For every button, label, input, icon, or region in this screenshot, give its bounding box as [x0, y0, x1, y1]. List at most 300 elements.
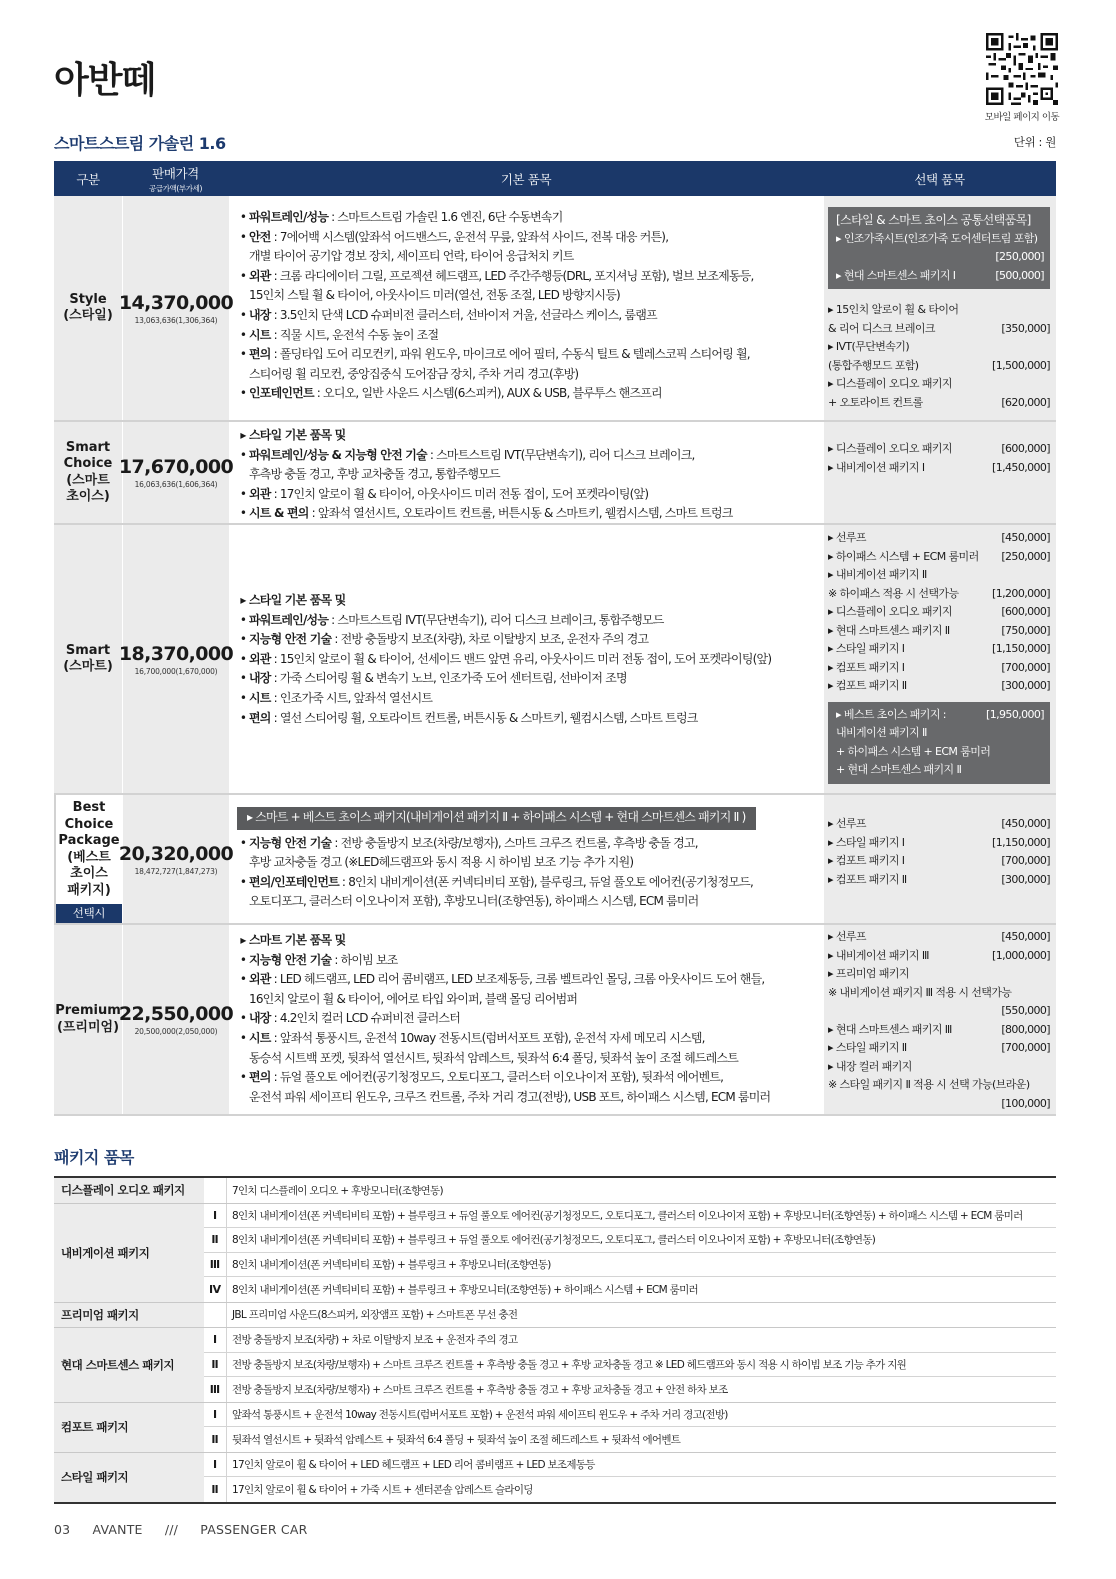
package-row — [204, 1427, 1056, 1452]
basic-item-desc: : 17인치 알로이 휠 & 타이어, 아웃사이드 미러 전동 접이, 도어 포켓라이팅(앞) — [270, 486, 649, 501]
package-description: 뒷좌석 열선시트 + 뒷좌석 암레스트 + 뒷좌석 6:4 폴딩 + 뒷좌석 높이 조절 헤드레스트 + 뒷좌석 에어벤트 — [226, 1427, 1056, 1452]
basic-item-text — [249, 951, 398, 971]
basic-item-text — [249, 591, 345, 611]
basic-item-label: 시트 — [249, 690, 271, 705]
basic-item-label: 스타일 기본 품목 및 — [249, 428, 346, 442]
basic-item — [237, 834, 823, 854]
trim-name-line: 초이스 — [70, 866, 108, 881]
basic-item-desc: : 7에어백 시스템(앞좌석 어드밴스드, 운전석 무릎, 앞좌석 사이드, 전복 대응 커튼), — [270, 229, 669, 244]
trim-price-cell — [118, 925, 234, 1114]
basic-item-label: 편의/인포테인먼트 — [249, 874, 339, 889]
basic-item-label: 내장 — [249, 1011, 271, 1026]
basic-item-text — [249, 485, 648, 505]
option-item[interactable] — [828, 677, 1050, 696]
basic-item-text — [249, 630, 648, 650]
bullet-icon: • — [239, 268, 247, 283]
basic-item-label: 스타일 기본 품목 및 — [249, 593, 346, 607]
basic-item — [237, 485, 823, 505]
option-items — [823, 196, 1056, 420]
option-item[interactable] — [828, 1021, 1050, 1040]
package-description: 17인치 알로이 휠 & 타이어 + LED 헤드램프 + LED 리어 콤비램프 + LED 보조제동등 — [226, 1453, 1056, 1477]
qr-caption: 모바일 페이지 이동 — [984, 112, 1060, 123]
basic-item-label: 시트 & 편의 — [249, 506, 309, 521]
option-name: ▸ 컴포트 패키지 Ⅱ — [828, 872, 907, 886]
package-group — [54, 1303, 1056, 1329]
basic-item-text — [249, 931, 345, 951]
option-price: [600,000] — [1001, 605, 1050, 618]
package-name: 프리미엄 패키지 — [54, 1303, 204, 1328]
basic-item-text — [249, 1068, 723, 1088]
package-row — [204, 1328, 1056, 1353]
option-price: [450,000] — [1001, 531, 1050, 544]
package-group — [54, 1204, 1056, 1303]
option-price: [1,150,000] — [992, 835, 1050, 849]
package-description: 8인치 내비게이션(폰 커넥티비티 포함) + 블루링크 + 듀얼 풀오토 에어컨(공기청정모드, 오토디포그, 클러스터 이오나이저 포함) + 후방모니터(조향연동) + 하이패스 시스템 + ECM 룸미러 — [226, 1204, 1056, 1228]
trim-row — [54, 795, 1056, 925]
bullet-icon: • — [239, 874, 247, 889]
header-price: 판매가격 공급가액(부가세) — [149, 165, 202, 193]
option-name: ▸ 컴포트 패키지 Ⅰ — [828, 854, 905, 867]
basic-item-continuation: 동승석 시트백 포켓, 뒷좌석 열선시트, 뒷좌석 암레스트, 뒷좌석 6:4 폴딩, 뒷좌석 높이 조절 헤드레스트 — [249, 1050, 739, 1065]
bullet-icon: • — [239, 307, 247, 322]
option-item[interactable] — [836, 761, 1044, 780]
footer — [54, 1522, 307, 1537]
option-item[interactable] — [828, 357, 1050, 376]
bullet-icon: ▸ — [240, 933, 246, 947]
package-rows — [204, 1204, 1056, 1302]
package-group — [54, 1453, 1056, 1502]
bullet-icon: • — [239, 651, 247, 666]
basic-item-text — [249, 1009, 460, 1029]
basic-item-desc: : 전방 충돌방지 보조(차량), 차로 이탈방지 보조, 운전자 주의 경고 — [331, 632, 649, 647]
basic-item-label: 인포테인먼트 — [249, 386, 314, 401]
basic-item-desc: : 8인치 내비게이션(폰 커넥티비티 포함), 블루링크, 듀얼 풀오토 에어컨(공기청정모드, — [338, 874, 753, 889]
package-row — [204, 1353, 1056, 1378]
option-name: ▸ 현대 스마트센스 패키지 Ⅰ — [836, 268, 956, 282]
basic-item-label: 외관 — [249, 651, 271, 666]
package-row — [204, 1178, 1056, 1203]
basic-item-desc: : 앞좌석 열선시트, 오토라이트 컨트롤, 버튼시동 & 스마트키, 웰컴시스템, 스마트 트렁크 — [308, 506, 733, 521]
bullet-icon: • — [239, 612, 247, 627]
package-rows — [204, 1453, 1056, 1502]
option-item[interactable] — [828, 440, 1050, 459]
package-row — [204, 1377, 1056, 1402]
option-item[interactable] — [828, 338, 1050, 357]
bullet-icon: • — [239, 671, 247, 686]
basic-item-desc: : 스마트스트림 IVT(무단변속기), 리어 디스크 브레이크, 통합주행모드 — [328, 612, 664, 627]
package-level: Ⅱ — [211, 1432, 219, 1446]
trim-name-line: (스타일) — [63, 308, 113, 323]
option-name: + 현대 스마트센스 패키지 Ⅱ — [836, 763, 962, 776]
option-name: ▸ 내비게이션 패키지 Ⅰ — [828, 460, 925, 474]
bullet-icon: • — [239, 632, 247, 647]
package-description: 7인치 디스플레이 오디오 + 후방모니터(조향연동) — [226, 1178, 1056, 1203]
option-price: [750,000] — [1001, 623, 1050, 637]
option-item[interactable] — [828, 1039, 1050, 1058]
option-price: [1,500,000] — [992, 358, 1050, 372]
option-item[interactable] — [828, 320, 1050, 339]
option-item[interactable] — [828, 529, 1050, 548]
option-item[interactable] — [836, 706, 1044, 725]
bullet-icon: • — [239, 229, 247, 244]
package-row — [204, 1204, 1056, 1229]
package-name: 내비게이션 패키지 — [54, 1204, 204, 1302]
bullet-icon: • — [239, 1030, 247, 1045]
basic-item-desc: : 4.2인치 컬러 LCD 슈퍼비전 클러스터 — [270, 1011, 461, 1026]
package-group — [54, 1403, 1056, 1453]
basic-item — [237, 970, 823, 990]
basic-item-desc: : 크롬 라디에이터 그릴, 프로젝션 헤드램프, LED 주간주행등(DRL, 포지셔닝 포함), 벌브 보조제동등, — [270, 268, 754, 283]
option-name: & 리어 디스크 브레이크 — [828, 321, 935, 335]
basic-item — [237, 306, 823, 326]
package-summary-bar: ▸ 스마트 + 베스트 초이스 패키지(내비게이션 패키지 Ⅱ + 하이패스 시스템 + 현대 스마트센스 패키지 Ⅱ ) — [237, 807, 756, 830]
option-name: ▸ 내장 컬러 패키지 — [828, 1059, 912, 1073]
trim-price: 22,550,000 — [118, 1003, 234, 1025]
basic-item-label: 지능형 안전 기술 — [249, 632, 332, 647]
option-name: ▸ 스타일 패키지 Ⅰ — [828, 835, 905, 849]
package-level: Ⅰ — [212, 1333, 218, 1347]
basic-item — [237, 931, 823, 951]
option-item[interactable] — [828, 984, 1050, 1003]
basic-item-text — [249, 689, 432, 709]
trim-price-cell — [118, 196, 234, 420]
trim-row — [54, 525, 1056, 795]
basic-item-desc: : 앞좌석 통풍시트, 운전석 10way 전동시트(럼버서포트 포함), 운전석 자세 메모리 시스템, — [270, 1030, 705, 1045]
package-rows — [204, 1178, 1056, 1203]
basic-item-text — [249, 504, 733, 524]
basic-item-text — [249, 208, 562, 228]
basic-item-text — [249, 228, 668, 248]
basic-item — [237, 709, 823, 729]
bullet-icon: • — [239, 327, 247, 342]
option-name: 내비게이션 패키지 Ⅱ — [836, 726, 927, 739]
basic-items — [229, 422, 823, 523]
basic-item-desc: : 폴딩타입 도어 리모컨키, 파워 윈도우, 마이크로 에어 필터, 수동식 틸트 & 텔레스코픽 스티어링 휠, — [270, 347, 750, 362]
basic-item-label: 파워트레인/성능 & 지능형 안전 기술 — [249, 447, 427, 462]
basic-item-desc: : 인조가죽 시트, 앞좌석 열선시트 — [270, 690, 433, 705]
option-name: ▸ 베스트 초이스 패키지 : — [836, 707, 946, 721]
option-name: ▸ 하이패스 시스템 + ECM 룸미러 — [828, 549, 979, 563]
package-row — [204, 1277, 1056, 1302]
option-item[interactable] — [828, 815, 1050, 834]
basic-item-continuation: 15인치 스틸 휠 & 타이어, 아웃사이드 미러(열선, 전동 조절, LED 방향지시등) — [249, 288, 620, 303]
basic-item — [237, 1068, 823, 1088]
trim-name-line: Style — [69, 291, 107, 307]
trim-row — [54, 422, 1056, 525]
package-description: 전방 충돌방지 보조(차량) + 차로 이탈방지 보조 + 운전자 주의 경고 — [226, 1328, 1056, 1352]
qr-code-icon[interactable] — [986, 33, 1058, 105]
basic-item-label: 외관 — [249, 972, 271, 987]
basic-item-continuation: 후측방 충돌 경고, 후방 교차충돌 경고, 통합주행모드 — [249, 467, 500, 482]
option-price: [100,000] — [1001, 1096, 1050, 1110]
footer-separator: /// — [164, 1522, 179, 1537]
option-name: ▸ 스타일 패키지 Ⅰ — [828, 642, 905, 655]
option-price: [250,000] — [1001, 549, 1050, 563]
option-item[interactable] — [828, 394, 1050, 413]
option-name: ▸ 내비게이션 패키지 Ⅱ — [828, 568, 927, 581]
basic-item-desc: : 직물 시트, 운전석 수동 높이 조절 — [270, 327, 439, 342]
option-item[interactable] — [836, 743, 1044, 762]
package-name: 현대 스마트센스 패키지 — [54, 1328, 204, 1402]
option-name: ▸ 선루프 — [828, 817, 866, 830]
basic-item — [237, 873, 823, 893]
option-item[interactable] — [828, 871, 1050, 890]
option-items — [823, 795, 1056, 923]
section-title: 스마트스트림 가솔린 1.6 — [54, 134, 226, 153]
option-price: [700,000] — [1001, 854, 1050, 867]
basic-item-label: 스마트 기본 품목 및 — [249, 933, 346, 947]
option-price: [250,000] — [995, 250, 1044, 263]
basic-item-continuation: 스티어링 휠 리모컨, 중앙집중식 도어잠금 장치, 주차 거리 경고(후방) — [249, 366, 579, 381]
option-item[interactable] — [828, 928, 1050, 947]
option-item[interactable] — [828, 548, 1050, 567]
basic-item — [237, 228, 823, 248]
basic-item-label: 외관 — [249, 486, 271, 501]
basic-item-desc: : 듀얼 풀오토 에어컨(공기청정모드, 오토디포그, 클러스터 이오나이저 포함), 뒷좌석 에어벤트, — [270, 1070, 724, 1085]
package-group — [54, 1328, 1056, 1403]
option-item[interactable] — [828, 965, 1050, 984]
trim-category — [54, 795, 122, 923]
package-description: 전방 충돌방지 보조(차량/보행자) + 스마트 크루즈 컨트롤 + 후측방 충돌 경고 + 후방 교차충돌 경고 + 안전 하차 보조 — [226, 1377, 1056, 1402]
trim-price: 20,320,000 — [118, 842, 234, 865]
basic-item — [237, 611, 823, 631]
bullet-icon: • — [239, 506, 247, 521]
basic-item-desc: : LED 헤드램프, LED 리어 콤비램프, LED 보조제동등, 크롬 벨트라인 몰딩, 크롬 아웃사이드 도어 핸들, — [270, 972, 765, 987]
basic-item — [237, 446, 823, 466]
option-item[interactable] — [828, 1002, 1050, 1021]
option-item[interactable] — [828, 659, 1050, 678]
basic-item-label: 파워트레인/성능 — [249, 210, 329, 224]
basic-item-text — [249, 709, 698, 729]
trim-category — [54, 525, 122, 793]
basic-item — [237, 504, 823, 524]
option-name: ▸ 디스플레이 오디오 패키지 — [828, 605, 952, 618]
option-item[interactable] — [828, 301, 1050, 320]
trim-name-line: Choice — [63, 456, 113, 471]
package-name: 디스플레이 오디오 패키지 — [54, 1178, 204, 1203]
option-name: ▸ 인조가죽시트(인조가죽 도어센터트림 포함) — [836, 231, 1038, 245]
option-name: ※ 내비게이션 패키지 Ⅲ 적용 시 선택가능 — [828, 985, 1012, 999]
trim-category — [54, 196, 122, 420]
basic-item-desc: : 열선 스티어링 휠, 오토라이트 컨트롤, 버튼시동 & 스마트키, 웰컴시스템, 스마트 트렁크 — [270, 710, 698, 725]
option-price: [350,000] — [1001, 321, 1050, 335]
option-price: [800,000] — [1001, 1022, 1050, 1036]
option-package-box — [828, 702, 1050, 784]
basic-item — [237, 384, 823, 404]
package-description: 17인치 알로이 휠 & 타이어 + 가죽 시트 + 센터콘솔 암레스트 슬라이딩 — [226, 1477, 1056, 1502]
basic-item-text — [249, 1029, 705, 1049]
basic-item — [237, 1029, 823, 1049]
option-price: [450,000] — [1001, 930, 1050, 943]
option-name: ※ 스타일 패키지 Ⅱ 적용 시 선택 가능(브라운) — [828, 1078, 1030, 1091]
option-price: [1,000,000] — [992, 948, 1050, 962]
trim-name-line: Package — [58, 833, 120, 848]
option-item[interactable] — [828, 375, 1050, 394]
option-price: [1,950,000] — [986, 707, 1044, 721]
bullet-icon: • — [239, 1011, 247, 1026]
option-price: [1,450,000] — [992, 460, 1050, 474]
package-description: 전방 충돌방지 보조(차량/보행자) + 스마트 크루즈 컨트롤 + 후측방 충돌 경고 + 후방 교차충돌 경고 ※ LED 헤드램프와 동시 적용 시 하이빔 보조 기능 추가 지원 — [226, 1353, 1056, 1377]
basic-item-desc: : 3.5인치 단색 LCD 슈퍼비전 클러스터, 선바이저 거울, 선글라스 케이스, 룸램프 — [270, 307, 657, 322]
packages-table — [54, 1176, 1056, 1504]
option-price: [500,000] — [995, 268, 1044, 282]
option-price: [600,000] — [1001, 442, 1050, 455]
package-row — [204, 1403, 1056, 1428]
package-level: Ⅰ — [212, 1407, 218, 1421]
trim-price-cell — [118, 422, 234, 523]
option-price: [1,200,000] — [992, 586, 1050, 600]
trim-name-line: Smart — [65, 642, 111, 658]
package-rows — [204, 1303, 1056, 1328]
option-name: ※ 하이패스 적용 시 선택가능 — [828, 586, 959, 600]
basic-item-text — [249, 345, 750, 365]
basic-item-text — [249, 611, 664, 631]
option-package-box — [828, 207, 1050, 289]
basic-item-label: 지능형 안전 기술 — [249, 835, 332, 850]
basic-item-continuation: 오토디포그, 클러스터 이오나이저 포함), 후방모니터(조향연동), 하이패스 시스템, ECM 룸미러 — [249, 894, 699, 909]
package-level: Ⅱ — [211, 1357, 219, 1371]
basic-items — [229, 795, 823, 923]
package-description: 8인치 내비게이션(폰 커넥티비티 포함) + 블루링크 + 후방모니터(조향연동) — [226, 1253, 1056, 1277]
option-item[interactable] — [828, 852, 1050, 871]
option-name: ▸ 컴포트 패키지 Ⅰ — [828, 660, 905, 674]
option-price: [700,000] — [1001, 1041, 1050, 1054]
option-price: [1,150,000] — [992, 642, 1050, 655]
package-description: 8인치 내비게이션(폰 커넥티비티 포함) + 블루링크 + 후방모니터(조향연동) + 하이패스 시스템 + ECM 룸미러 — [226, 1277, 1056, 1302]
basic-item-label: 내장 — [249, 671, 271, 686]
basic-item-continuation: 16인치 알로이 휠 & 타이어, 에어로 타입 와이퍼, 블랙 몰딩 리어범퍼 — [249, 991, 578, 1006]
bullet-icon: • — [239, 210, 247, 224]
option-item[interactable] — [828, 640, 1050, 659]
package-level: Ⅲ — [209, 1257, 221, 1271]
package-description: JBL 프리미엄 사운드(8스피커, 외장앰프 포함) + 스마트폰 무선 충전 — [226, 1303, 1056, 1328]
trim-row — [54, 196, 1056, 422]
option-name: ▸ 디스플레이 오디오 패키지 — [828, 442, 952, 455]
footer-model: AVANTE — [92, 1522, 143, 1537]
basic-item-desc: : 스마트스트림 IVT(무단변속기), 리어 디스크 브레이크, — [426, 447, 695, 462]
option-item[interactable] — [836, 230, 1044, 249]
basic-item-text — [249, 384, 662, 404]
option-item[interactable] — [828, 834, 1050, 853]
basic-item-label: 파워트레인/성능 — [249, 612, 329, 627]
basic-item — [237, 326, 823, 346]
package-row — [204, 1453, 1056, 1478]
trim-price-supply: 13,063,636(1,306,364) — [134, 315, 218, 325]
trim-price: 18,370,000 — [118, 642, 234, 665]
basic-item-label: 안전 — [249, 229, 271, 244]
package-name: 컴포트 패키지 — [54, 1403, 204, 1452]
basic-item-label: 시트 — [249, 327, 271, 342]
unit-label: 단위 : 원 — [1013, 135, 1056, 149]
package-description: 8인치 내비게이션(폰 커넥티비티 포함) + 블루링크 + 듀얼 풀오토 에어컨(공기청정모드, 오토디포그, 클러스터 이오나이저 포함) + 후방모니터(조향연동) — [226, 1228, 1056, 1252]
option-item[interactable] — [828, 566, 1050, 585]
package-row — [204, 1253, 1056, 1278]
option-item[interactable] — [828, 603, 1050, 622]
bullet-icon: • — [239, 447, 247, 462]
trim-row — [54, 925, 1056, 1116]
basic-item-label: 편의 — [249, 1070, 271, 1085]
basic-item — [237, 426, 823, 446]
header-options: 선택 품목 — [914, 171, 965, 187]
basic-item-text — [249, 834, 698, 854]
option-item[interactable] — [836, 248, 1044, 267]
trim-price-supply: 20,500,000(2,050,000) — [134, 1027, 218, 1036]
basic-item-desc: : 가죽 스티어링 휠 & 변속기 노브, 인조가죽 도어 센터트림, 선바이저 조명 — [270, 671, 627, 686]
trim-name-line: Choice — [64, 816, 114, 832]
basic-item-continuation: 운전석 파워 세이프티 윈도우, 크루즈 컨트롤, 주차 거리 경고(전방), USB 포트, 하이패스 시스템, ECM 룸미러 — [249, 1089, 771, 1104]
package-level: Ⅰ — [212, 1208, 218, 1222]
trim-category — [54, 422, 122, 523]
option-items — [823, 422, 1056, 523]
package-row — [204, 1477, 1056, 1502]
basic-item-desc: : 전방 충돌방지 보조(차량/보행자), 스마트 크루즈 컨트롤, 후측방 충돌 경고, — [331, 835, 698, 850]
option-item[interactable] — [828, 1095, 1050, 1114]
option-name: ▸ 디스플레이 오디오 패키지 — [828, 377, 952, 390]
option-price: [550,000] — [1001, 1004, 1050, 1017]
package-rows — [204, 1403, 1056, 1452]
basic-item-label: 지능형 안전 기술 — [249, 952, 332, 967]
trim-name-line: Smart — [65, 439, 111, 455]
trim-category — [54, 925, 122, 1114]
basic-item-text — [249, 267, 754, 287]
package-rows — [204, 1328, 1056, 1402]
option-item[interactable] — [828, 622, 1050, 641]
option-items — [823, 925, 1056, 1114]
trim-name-line: (스마트) — [63, 659, 113, 674]
basic-item — [237, 208, 823, 228]
basic-item — [237, 951, 823, 971]
table-header — [54, 161, 1056, 196]
package-level-empty — [204, 1178, 226, 1203]
option-box-title: [스타일 & 스마트 초이스 공통선택품목] — [836, 213, 1031, 227]
option-item[interactable] — [828, 947, 1050, 966]
option-name: ▸ 현대 스마트센스 패키지 Ⅲ — [828, 1022, 952, 1036]
basic-item — [237, 591, 823, 611]
option-item[interactable] — [828, 585, 1050, 604]
basic-item — [237, 267, 823, 287]
bullet-icon: ▸ — [240, 593, 246, 607]
basic-item — [237, 689, 823, 709]
trim-name-line: (스마트 — [66, 472, 110, 488]
header-basic: 기본 품목 — [500, 171, 552, 187]
basic-item-label: 시트 — [249, 1030, 271, 1045]
header-category: 구분 — [76, 171, 100, 187]
option-name: ▸ 프리미엄 패키지 — [828, 967, 909, 980]
option-item[interactable] — [828, 1058, 1050, 1077]
basic-item — [237, 669, 823, 689]
basic-items — [229, 196, 823, 420]
option-item[interactable] — [836, 267, 1044, 286]
trim-name-line: 패키지) — [67, 882, 111, 898]
option-name: ▸ 컴포트 패키지 Ⅱ — [828, 679, 907, 692]
trim-name-line: 초이스) — [66, 489, 110, 504]
option-name: (통합주행모드 포함) — [828, 358, 919, 372]
basic-item-text — [249, 306, 657, 326]
option-name: ▸ 내비게이션 패키지 Ⅲ — [828, 948, 929, 962]
package-row — [204, 1303, 1056, 1328]
option-item[interactable] — [828, 459, 1050, 478]
basic-item — [237, 630, 823, 650]
package-description: 앞좌석 통풍시트 + 운전석 10way 전동시트(럼버서포트 포함) + 운전석 파워 세이프티 윈도우 + 주차 거리 경고(전방) — [226, 1403, 1056, 1427]
bullet-icon: • — [239, 347, 247, 362]
trim-name — [56, 795, 122, 904]
option-item[interactable] — [828, 1076, 1050, 1095]
option-item[interactable] — [836, 724, 1044, 743]
package-level: Ⅱ — [211, 1482, 219, 1496]
trim-name-line: Premium — [55, 1003, 121, 1018]
option-name: ▸ 선루프 — [828, 930, 866, 943]
basic-item-text — [249, 650, 771, 670]
